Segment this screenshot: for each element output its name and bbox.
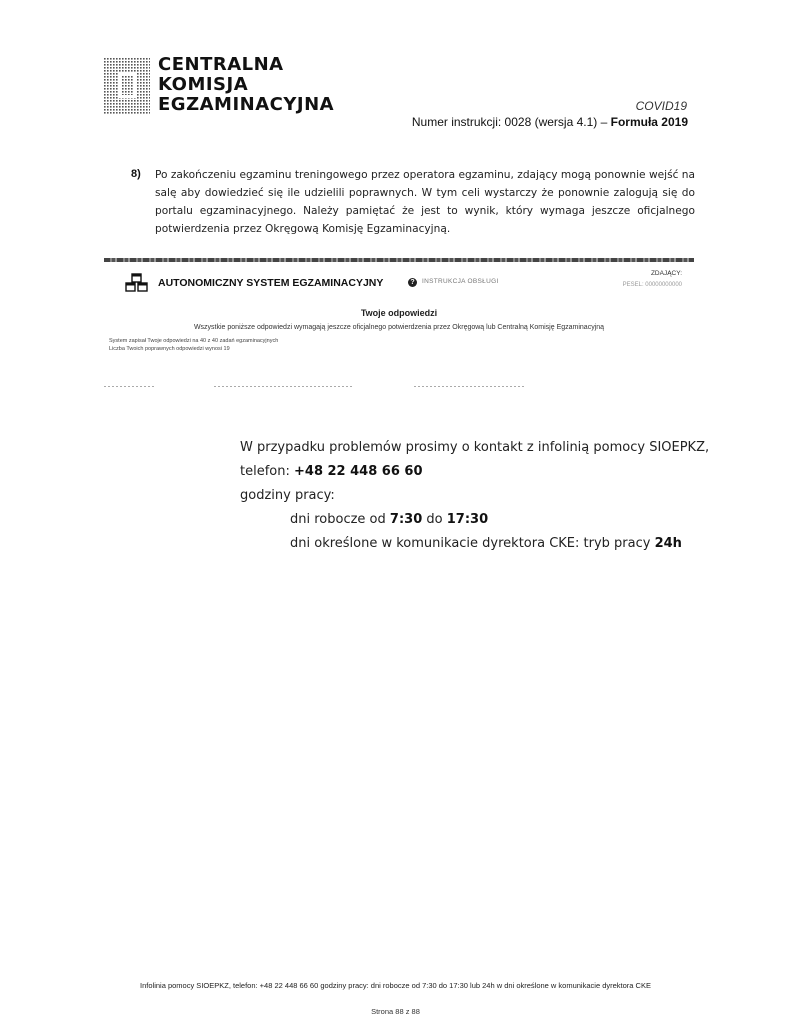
contact-phone-row — [240, 460, 709, 484]
footer-text: Infolinia pomocy SIOEPKZ, telefon: +48 22 448 66 60 godziny pracy: dni robocze od 7:30 do 17:30 lub 24h w dni określone w komunikacie dyrektora CKE — [140, 981, 651, 990]
instruction-formula: Formuła 2019 — [610, 115, 688, 129]
hours-to-word: do — [426, 512, 443, 527]
help-icon[interactable]: ? — [408, 278, 417, 287]
phone-label: telefon: — [240, 464, 290, 479]
hours-label: godziny pracy: — [240, 488, 335, 503]
special-prefix: dni określone w komunikacie dyrektora CKE: tryb pracy — [290, 536, 651, 551]
divider — [414, 386, 524, 387]
hours-from: 7:30 — [389, 512, 423, 527]
contact-intro: W przypadku problemów prosimy o kontakt z infolinią pomocy SIOEPKZ, — [240, 440, 710, 455]
page-number: Strona 88 z 88 — [371, 1007, 420, 1016]
help-link[interactable]: INSTRUKCJA OBSŁUGI — [422, 278, 499, 285]
app-title: AUTONOMICZNY SYSTEM EGZAMINACYJNY — [158, 277, 384, 289]
screenshot-top-bar — [104, 258, 694, 262]
hours-to: 17:30 — [446, 512, 489, 527]
weekday-prefix: dni robocze od — [290, 512, 386, 527]
point-text: Po zakończeniu egzaminu treningowego przez operatora egzaminu, zdający mogą ponownie wejść na salę aby dowiedzieć się ile udzielili poprawnych. W tym celi wystarczy że ponownie zalogują się do portalu egzaminacyjnego. Należy pamiętać że jest to wynik, który wymaga jeszcze oficjalnego potwierdzenia przez Okręgową Komisję Egzaminacyjną. — [155, 169, 695, 235]
weekday-hours — [240, 508, 709, 532]
instruction-number — [412, 115, 688, 129]
answers-notice: Wszystkie poniższe odpowiedzi wymagają jeszcze oficjalnego potwierdzenia przez Okręgową lub Centralną Komisję Egzaminacyjną — [193, 324, 605, 331]
exam-system-screenshot — [104, 258, 694, 398]
cke-logo-icon — [104, 58, 150, 114]
special-value: 24h — [654, 536, 682, 551]
contact-info — [240, 436, 709, 556]
divider — [104, 386, 154, 387]
cubes-logo-icon — [124, 273, 150, 293]
logo-text-line-3: EGZAMINACYJNA — [158, 94, 335, 115]
special-hours — [240, 532, 709, 556]
phone-number: +48 22 448 66 60 — [294, 464, 423, 479]
divider — [214, 386, 354, 387]
covid-tag: COVID19 — [635, 99, 687, 113]
correct-answers-count: Liczba Twoich poprawnych odpowiedzi wynosi 19 — [109, 346, 230, 352]
point-number: 8) — [131, 168, 141, 180]
logo-text-line-2: KOMISJA — [158, 74, 249, 95]
user-label: ZDAJĄCY: — [650, 270, 682, 277]
instruction-prefix: Numer instrukcji: 0028 (wersja 4.1) – — [411, 115, 608, 129]
answers-heading: Twoje odpowiedzi — [360, 308, 438, 318]
answers-saved-count: System zapisał Twoje odpowiedzi na 40 z 40 zadań egzaminacyjnych — [109, 338, 279, 344]
user-value: PESEL: 00000000000 — [622, 282, 682, 288]
logo-text-line-1: CENTRALNA — [158, 54, 284, 75]
